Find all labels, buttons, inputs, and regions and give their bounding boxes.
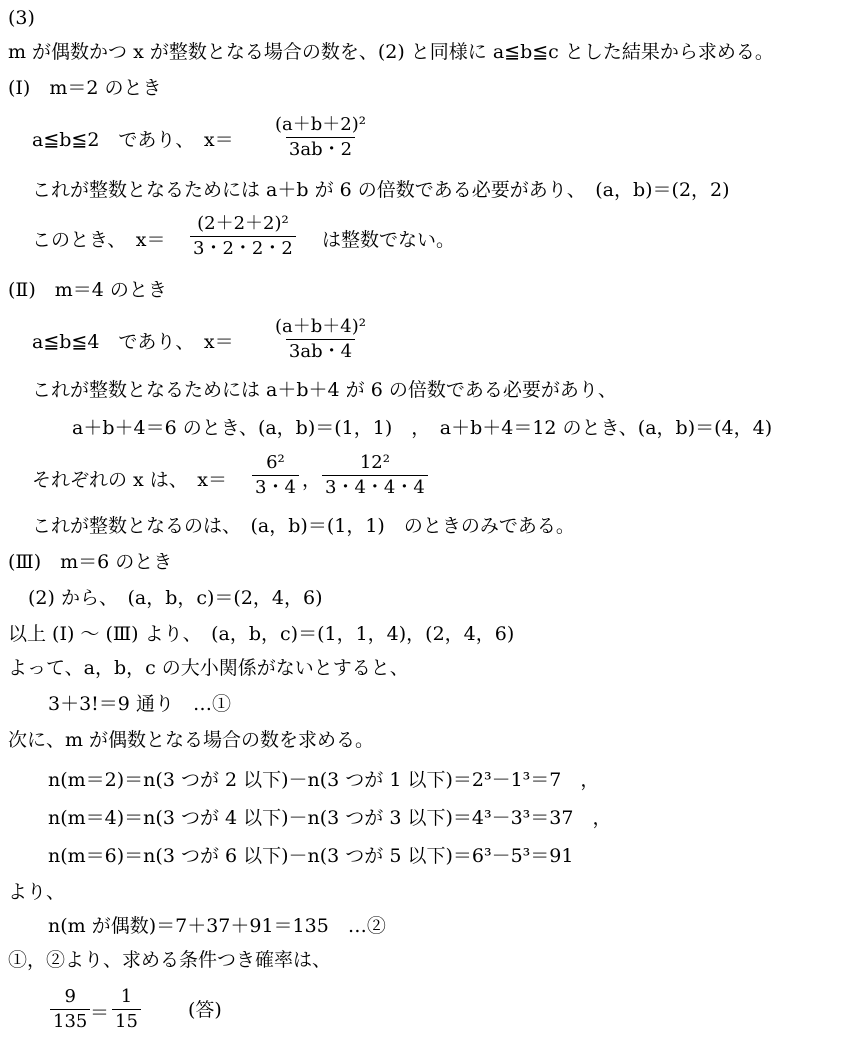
count-m6: n(m＝6)＝n(3 つが 6 以下)－n(3 つが 5 以下)＝6³－5³＝91 xyxy=(48,845,574,867)
answer-fraction xyxy=(112,986,141,1033)
case-1-conclusion: は整数でない。 xyxy=(322,229,456,251)
ordering-note: よって、a，b，c の大小関係がないとすると、 xyxy=(8,657,409,679)
count-m4: n(m＝4)＝n(3 つが 4 以下)－n(3 つが 3 以下)＝4³－3³＝37 ， xyxy=(48,807,612,829)
intro-text: m が偶数かつ x が整数となる場合の数を、(2) と同様に a≦b≦c とした結果から求める。 xyxy=(8,41,774,63)
case-2-x-fraction xyxy=(272,316,369,363)
fraction-numerator: 9 xyxy=(64,986,76,1007)
therefore-text: より、 xyxy=(8,881,66,903)
fraction-denominator: 3・4 xyxy=(252,475,299,499)
case-2-value-fraction-1 xyxy=(252,452,299,499)
next-step-text: 次に、m が偶数となる場合の数を求める。 xyxy=(8,729,375,751)
count-m2: n(m＝2)＝n(3 つが 2 以下)－n(3 つが 1 以下)＝2³－1³＝7 ， xyxy=(48,769,600,791)
fraction-denominator: 3ab・4 xyxy=(286,339,355,363)
count-result-2: n(m が偶数)＝7＋37＋91＝135 …② xyxy=(48,915,386,937)
case-1-heading: (Ⅰ) m＝2 のとき xyxy=(8,77,162,99)
fraction-denominator: 3・4・4・4 xyxy=(322,475,428,499)
case-2-solutions: a＋b＋4＝6 のとき、(a，b)＝(1，1) ， a＋b＋4＝12 のとき、(a，b)＝(4，4) xyxy=(72,417,773,439)
equals-sign: ＝ xyxy=(90,1002,110,1024)
fraction-numerator: 6² xyxy=(266,452,285,473)
case-1-check-label: このとき、 x＝ xyxy=(32,229,166,251)
fraction-numerator: (2＋2＋2)² xyxy=(197,213,289,234)
count-result-1: 3＋3!＝9 通り …① xyxy=(48,693,231,715)
case-2-condition: a≦b≦4 であり、 x＝ xyxy=(32,331,234,353)
fraction-numerator: (a＋b＋4)² xyxy=(275,316,366,337)
fraction-numerator: 1 xyxy=(120,986,133,1007)
answer-label: (答) xyxy=(188,999,222,1021)
fraction-denominator: 15 xyxy=(112,1009,141,1033)
case-1-x-fraction xyxy=(272,114,369,161)
case-3-result: (2) から、 (a，b，c)＝(2，4，6) xyxy=(28,587,323,609)
case-2-requirement: これが整数となるためには a＋b＋4 が 6 の倍数である必要があり、 xyxy=(32,379,617,401)
case-1-condition: a≦b≦2 であり、 x＝ xyxy=(32,129,234,151)
fraction-separator: ， xyxy=(302,469,322,491)
probability-fraction xyxy=(50,986,90,1033)
part-label: (3) xyxy=(8,7,35,29)
case-2-heading: (Ⅱ) m＝4 のとき xyxy=(8,279,167,301)
case-2-values-label: それぞれの x は、 x＝ xyxy=(32,469,228,491)
case-1-check-fraction xyxy=(190,213,296,260)
case-2-value-fraction-2 xyxy=(322,452,428,499)
case-2-conclusion: これが整数となるのは、 (a，b)＝(1，1) のときのみである。 xyxy=(32,515,575,537)
case-1-requirement: これが整数となるためには a＋b が 6 の倍数である必要があり、 (a，b)＝(2，2) xyxy=(32,179,730,201)
fraction-numerator: (a＋b＋2)² xyxy=(275,114,366,135)
fraction-denominator: 3ab・2 xyxy=(286,137,355,161)
fraction-numerator: 12² xyxy=(359,452,390,473)
case-3-heading: (Ⅲ) m＝6 のとき xyxy=(8,551,173,573)
summary-line: 以上 (Ⅰ) ～ (Ⅲ) より、 (a，b，c)＝(1，1，4)，(2，4，6) xyxy=(8,623,515,645)
probability-intro: ①，②より、求める条件つき確率は、 xyxy=(8,949,332,971)
fraction-denominator: 3・2・2・2 xyxy=(190,236,296,260)
fraction-denominator: 135 xyxy=(50,1009,90,1033)
